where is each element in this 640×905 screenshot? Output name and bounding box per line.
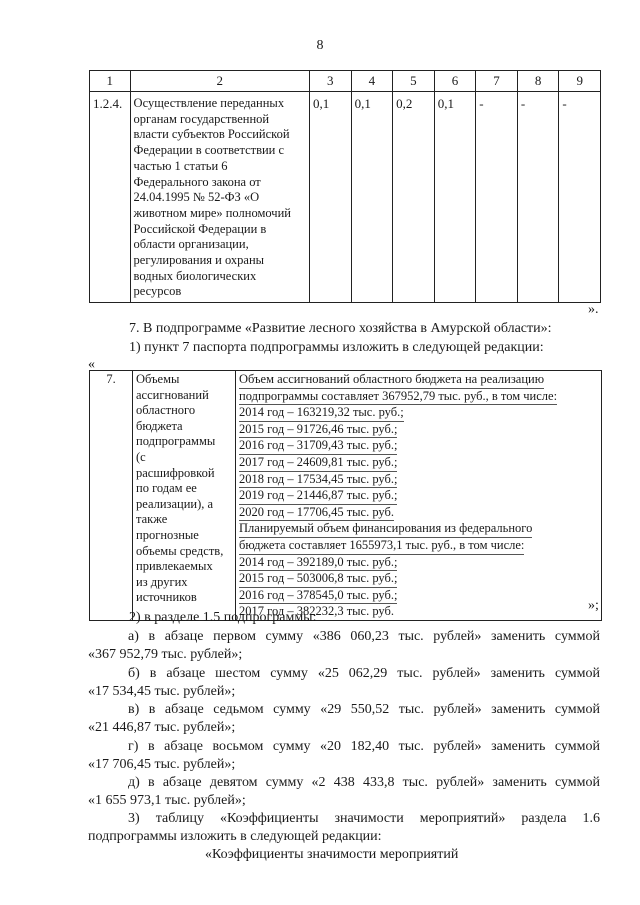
change-item-line1	[88, 628, 600, 646]
description-line: власти субъектов Российской	[133, 127, 290, 142]
description-line: регулирования и охраны	[133, 253, 265, 268]
description-line: Осуществление переданных	[133, 96, 285, 110]
measures-table	[89, 70, 601, 303]
table-row	[90, 371, 602, 621]
header-cell: 6	[434, 71, 476, 92]
table-header-row	[90, 71, 601, 92]
header-cell: 1	[90, 71, 131, 92]
content-line: 2016 год – 31709,43 тыс. руб.;	[239, 438, 397, 455]
change-item-line1	[88, 701, 600, 719]
item3-text: 3) таблицу «Коэффициенты значимости мероприятий» раздела 1.6	[128, 811, 600, 826]
label-line: (с	[136, 449, 146, 464]
label-line: из других	[136, 574, 188, 589]
value-cell: 0,1	[351, 92, 393, 303]
description-line: частью 1 статьи 6	[133, 158, 228, 173]
header-cell: 4	[351, 71, 393, 92]
content-line: 2017 год – 382232,3 тыс. руб.	[239, 604, 395, 619]
value-cell: 0,1	[310, 92, 352, 303]
label-line: расшифровкой	[136, 465, 215, 480]
label-line: прогнозные	[136, 527, 199, 542]
table-row	[90, 92, 601, 303]
label-line: Объемы	[136, 372, 180, 386]
row-content	[236, 371, 602, 621]
label-line: также	[136, 512, 168, 527]
item3-line1	[88, 810, 600, 828]
row-number: 1.2.4.	[90, 92, 131, 303]
row-number: 7.	[90, 371, 133, 621]
row-label	[133, 371, 236, 621]
change-item-line2: «21 446,87 тыс. рублей»;	[88, 720, 236, 735]
value-cell: -	[559, 92, 601, 303]
header-cell: 9	[559, 71, 601, 92]
content-line: 2015 год – 503006,8 тыс. руб.;	[239, 571, 397, 588]
content-line: 2017 год – 24609,81 тыс. руб.;	[239, 455, 397, 472]
content-line: Объем ассигнований областного бюджета на реализацию	[239, 372, 544, 389]
label-line: бюджета	[136, 418, 183, 433]
item7-title: 7. В подпрограмме «Развитие лесного хозяйства в Амурской области»:	[129, 321, 552, 336]
content-line: 2016 год – 378545,0 тыс. руб.;	[239, 588, 397, 605]
value-cell: -	[476, 92, 518, 303]
description-line: 24.04.1995 № 52-ФЗ «О	[133, 190, 260, 205]
description-line: Федерации в соответствии с	[133, 143, 285, 158]
header-cell: 7	[476, 71, 518, 92]
content-line: 2018 год – 17534,45 тыс. руб.;	[239, 472, 397, 489]
content-line: бюджета составляет 1655973,1 тыс. руб., в том числе:	[239, 538, 524, 555]
content-line: 2014 год – 392189,0 тыс. руб.;	[239, 555, 397, 572]
label-line: объемы средств,	[136, 543, 224, 558]
content-line: подпрограммы составляет 367952,79 тыс. руб., в том числе:	[239, 389, 557, 406]
change-item-line1	[88, 738, 600, 756]
label-line: подпрограммы	[136, 434, 216, 449]
label-line: по годам ее	[136, 481, 197, 496]
value-cell: 0,2	[393, 92, 435, 303]
final-heading: «Коэффициенты значимости мероприятий	[205, 847, 459, 862]
content-line: 2019 год – 21446,87 тыс. руб.;	[239, 488, 397, 505]
change-item-line2: «367 952,79 тыс. рублей»;	[88, 647, 243, 662]
description-line: органам государственной	[133, 111, 270, 126]
description-line: Федерального закона от	[133, 174, 261, 189]
description-line: животном мире» полномочий	[133, 205, 291, 220]
change-item-text: в) в абзаце седьмом сумму «29 550,52 тыс. рублей» заменить суммой	[128, 702, 600, 717]
opening-quote: «	[88, 357, 95, 372]
header-cell: 3	[310, 71, 352, 92]
label-line: областного	[136, 403, 196, 418]
header-cell: 2	[130, 71, 309, 92]
value-cell: -	[517, 92, 559, 303]
closing-quote: ».	[588, 302, 599, 317]
content-line: 2015 год – 91726,46 тыс. руб.;	[239, 422, 397, 439]
change-item-line2: «1 655 973,1 тыс. рублей»;	[88, 793, 246, 808]
change-item-line2: «17 534,45 тыс. рублей»;	[88, 684, 236, 699]
change-item-line1	[88, 665, 600, 683]
label-line: ассигнований	[136, 387, 209, 402]
header-cell: 8	[517, 71, 559, 92]
measure-description	[130, 92, 309, 303]
content-line: 2020 год – 17706,45 тыс. руб.	[239, 505, 394, 522]
change-item-text: б) в абзаце шестом сумму «25 062,29 тыс. рублей» заменить суммой	[128, 666, 600, 681]
description-line: водных биологических	[133, 268, 257, 283]
passport-table	[89, 370, 602, 621]
content-line: 2014 год – 163219,32 тыс. руб.;	[239, 405, 404, 422]
label-line: привлекаемых	[136, 559, 213, 574]
page-number: 8	[316, 38, 324, 53]
header-cell: 5	[393, 71, 435, 92]
item3-line2: подпрограммы изложить в следующей редакции:	[88, 829, 382, 844]
label-line: реализации), а	[136, 496, 214, 511]
description-line: ресурсов	[133, 284, 182, 299]
label-line: источников	[136, 590, 197, 605]
value-cell: 0,1	[434, 92, 476, 303]
change-item-line1	[88, 774, 600, 792]
change-item-text: а) в абзаце первом сумму «386 060,23 тыс. рублей» заменить суммой	[128, 629, 600, 644]
change-item-text: д) в абзаце девятом сумму «2 438 433,8 тыс. рублей» заменить суммой	[128, 775, 600, 790]
description-line: области организации,	[133, 237, 249, 252]
closing-quote: »;	[588, 598, 599, 613]
change-item-text: г) в абзаце восьмом сумму «20 182,40 тыс. рублей» заменить суммой	[128, 739, 600, 754]
description-line: Российской Федерации в	[133, 221, 267, 236]
change-item-line2: «17 706,45 тыс. рублей»;	[88, 757, 236, 772]
content-line: Планируемый объем финансирования из федерального	[239, 521, 532, 538]
item7-sub1: 1) пункт 7 паспорта подпрограммы изложить в следующей редакции:	[129, 340, 544, 355]
section-2-title: 2) в разделе 1.5 подпрограммы:	[129, 610, 317, 625]
